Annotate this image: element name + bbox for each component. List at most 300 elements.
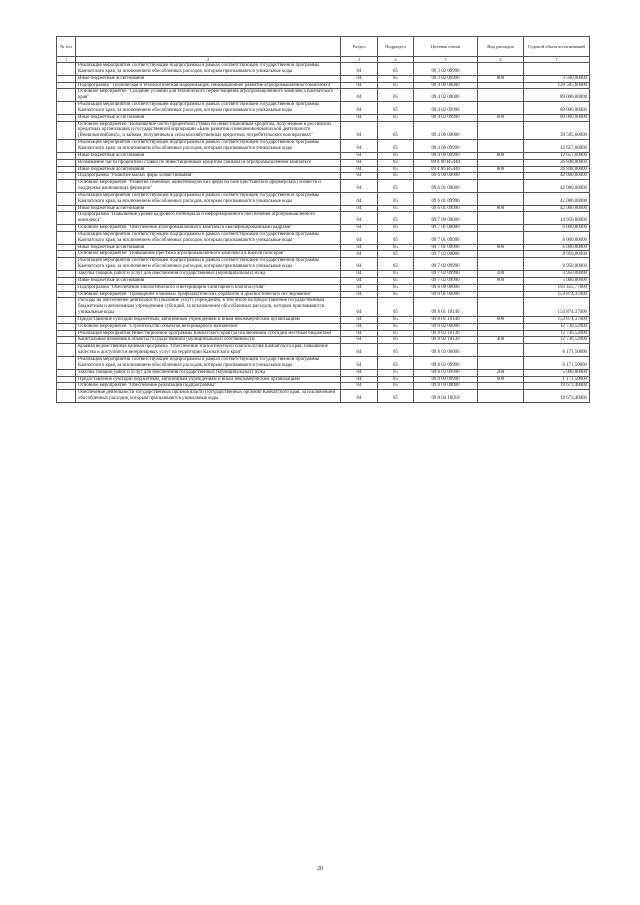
row-subsection: 05: [378, 180, 414, 193]
header-number: № п/п: [57, 37, 76, 57]
row-expense-type: 600: [478, 316, 524, 323]
table-row: [57, 205, 590, 212]
row-name: Основное мероприятие "Создание условий для технического переоснащения агропромышленного комплекса Камчатского края": [76, 89, 341, 102]
row-section: 04: [341, 205, 378, 212]
row-section: 04: [341, 291, 378, 298]
row-amount: 42 000,00000: [524, 205, 590, 212]
row-target-article: 09 7 02 09990: [414, 271, 478, 278]
row-amount: 193 455,77000: [524, 284, 590, 291]
row-number: [57, 152, 76, 159]
row-target-article: 09 6 01 09990: [414, 192, 478, 205]
row-section: 04: [341, 258, 378, 271]
row-target-article: 09 4 02 09990: [414, 102, 478, 115]
row-amount: 3 950,00000: [524, 271, 590, 278]
row-target-article: 09 4 06 R5440: [414, 166, 478, 173]
row-amount: 12 736,52000: [524, 330, 590, 337]
row-name: Обеспечение деятельности государственных органов власти (государственных органов) Камчатского края, за исключением обособленных расходов, которым присваиваются уникальные коды: [76, 390, 341, 403]
row-expense-type: [478, 251, 524, 258]
table-row: [57, 344, 590, 357]
row-section: 04: [341, 298, 378, 317]
row-section: 04: [341, 166, 378, 173]
row-number: [57, 114, 76, 121]
row-subsection: 05: [378, 121, 414, 140]
table-body: [57, 63, 590, 403]
table-row: [57, 140, 590, 153]
row-section: 04: [341, 316, 378, 323]
row-section: 04: [341, 284, 378, 291]
row-subsection: 05: [378, 231, 414, 244]
row-expense-type: 800: [478, 166, 524, 173]
row-section: 04: [341, 152, 378, 159]
row-subsection: 05: [378, 102, 414, 115]
row-section: 04: [341, 159, 378, 166]
row-number: [57, 63, 76, 76]
row-amount: 89 000,00000: [524, 102, 590, 115]
table-row: [57, 63, 590, 76]
table-row: [57, 231, 590, 244]
row-amount: 12 657,60000: [524, 140, 590, 153]
row-section: 04: [341, 277, 378, 284]
row-target-article: 09 4 06 09990: [414, 140, 478, 153]
table-row: [57, 390, 590, 403]
table-row: [57, 298, 590, 317]
header-subsection: Подраздел: [378, 37, 414, 57]
row-subsection: 05: [378, 337, 414, 344]
row-number: [57, 284, 76, 291]
row-amount: 42 000,00000: [524, 173, 590, 180]
row-expense-type: [478, 390, 524, 403]
row-number: [57, 244, 76, 251]
row-name: Реализация мероприятий Инвестиционной программы Камчатского края (за исключением субсидий местным бюджетам): [76, 330, 341, 337]
row-expense-type: [478, 231, 524, 244]
row-subsection: 05: [378, 291, 414, 298]
row-section: 04: [341, 344, 378, 357]
table-header-row: [57, 37, 590, 57]
row-expense-type: [478, 63, 524, 76]
column-number: 5: [414, 57, 478, 63]
row-target-article: 09 7 02 00000: [414, 251, 478, 258]
row-subsection: 05: [378, 152, 414, 159]
row-target-article: 09 8 01 10140: [414, 316, 478, 323]
row-amount: [524, 63, 590, 76]
row-subsection: 05: [378, 75, 414, 82]
row-expense-type: [478, 180, 524, 193]
row-number: [57, 180, 76, 193]
row-expense-type: [478, 344, 524, 357]
row-number: [57, 291, 76, 298]
row-section: 04: [341, 180, 378, 193]
row-subsection: 05: [378, 344, 414, 357]
row-section: 04: [341, 75, 378, 82]
table-row: [57, 102, 590, 115]
row-amount: 128 505,60000: [524, 82, 590, 89]
row-number: [57, 323, 76, 330]
row-target-article: 09 8 02 10130: [414, 330, 478, 337]
row-target-article: 09 8 02 00000: [414, 323, 478, 330]
row-subsection: 05: [378, 369, 414, 376]
row-number: [57, 271, 76, 278]
row-name: Закупка товаров, работ и услуг для обеспечения государственных (муниципальных) нужд: [76, 369, 341, 376]
table-row: [57, 152, 590, 159]
row-expense-type: [478, 173, 524, 180]
row-expense-type: [478, 121, 524, 140]
row-amount: 8 950,00000: [524, 258, 590, 271]
row-subsection: 05: [378, 316, 414, 323]
row-target-article: 09 4 02 09990: [414, 114, 478, 121]
row-expense-type: [478, 212, 524, 225]
row-subsection: 05: [378, 244, 414, 251]
row-target-article: 09 8 02 10130: [414, 337, 478, 344]
row-target-article: 09 8 03 00000: [414, 344, 478, 357]
row-name: Реализация мероприятий соответствующей подпрограммы в рамках соответствующей государственной программы Камчатского края, за исключением обособленных расходов, которым присваиваются уникальные коды: [76, 356, 341, 369]
row-amount: 42 000,00000: [524, 192, 590, 205]
row-number: [57, 369, 76, 376]
row-number: [57, 82, 76, 89]
row-subsection: 05: [378, 356, 414, 369]
row-target-article: 09 6 01 00000: [414, 180, 478, 193]
row-name: Основное мероприятие "Развитие семейных животноводческих ферм на базе крестьянских (фермерских) хозяйств и поддержка начинающих фермеров": [76, 180, 341, 193]
row-amount: 6 000,00000: [524, 244, 590, 251]
row-target-article: 09 8 04 10010: [414, 390, 478, 403]
row-amount: 6 171,50000: [524, 356, 590, 369]
row-name: Иные бюджетные ассигнования: [76, 114, 341, 121]
row-number: [57, 298, 76, 317]
row-subsection: 05: [378, 284, 414, 291]
table-row: [57, 376, 590, 383]
row-expense-type: [478, 291, 524, 298]
row-expense-type: [478, 383, 524, 390]
row-amount: 14 950,00000: [524, 212, 590, 225]
row-number: [57, 390, 76, 403]
row-number: [57, 337, 76, 344]
row-section: 04: [341, 192, 378, 205]
row-expense-type: 800: [478, 277, 524, 284]
row-expense-type: [478, 258, 524, 271]
page-number: 20: [317, 866, 323, 872]
row-amount: 6 171,50000: [524, 344, 590, 357]
row-name: Закупка товаров, работ и услуг для обеспечения государственных (муниципальных) нужд: [76, 271, 341, 278]
table-row: [57, 251, 590, 258]
row-amount: 39 505,60000: [524, 121, 590, 140]
table-row: [57, 291, 590, 298]
row-section: 04: [341, 225, 378, 232]
table-row: [57, 369, 590, 376]
row-number: [57, 344, 76, 357]
row-expense-type: [478, 330, 524, 337]
row-amount: 19 673,40000: [524, 383, 590, 390]
row-section: 04: [341, 383, 378, 390]
row-subsection: 05: [378, 192, 414, 205]
row-number: [57, 140, 76, 153]
row-expense-type: 800: [478, 244, 524, 251]
row-target-article: 09 4 06 09990: [414, 152, 478, 159]
row-number: [57, 251, 76, 258]
row-amount: 26 848,00000: [524, 166, 590, 173]
row-name: Реализация мероприятий соответствующей подпрограммы в рамках соответствующей государственной программы Камчатского края, за исключением обособленных расходов, которым присваиваются уникальные коды: [76, 192, 341, 205]
row-name: Подпрограмма "Повышение уровня кадрового потенциала и информационного обеспечения агропромышленного комплекса": [76, 212, 341, 225]
row-name: Подпрограмма "Техническая и технологическая модернизация, инновационное развитие агропромышленного комплекса": [76, 82, 341, 89]
row-subsection: 05: [378, 383, 414, 390]
row-number: [57, 89, 76, 102]
row-section: 04: [341, 102, 378, 115]
row-name: Предоставление субсидий бюджетным, автономным учреждениям и иным некоммерческим организациям: [76, 316, 341, 323]
row-expense-type: [478, 82, 524, 89]
row-name: Реализация мероприятий соответствующей подпрограммы в рамках соответствующей государственной программы Камчатского края, за исключением обособленных расходов, которым присваиваются уникальные коды: [76, 63, 341, 76]
row-number: [57, 277, 76, 284]
row-amount: 26 848,00000: [524, 159, 590, 166]
row-subsection: 05: [378, 323, 414, 330]
row-name: Капитальные вложения в объекты государственной (муниципальной) собственности: [76, 337, 341, 344]
row-subsection: 05: [378, 330, 414, 337]
row-expense-type: 800: [478, 205, 524, 212]
row-subsection: 05: [378, 376, 414, 383]
row-target-article: 09 3 02 09990: [414, 75, 478, 82]
table-row: [57, 114, 590, 121]
table-row: [57, 284, 590, 291]
row-section: 04: [341, 140, 378, 153]
row-expense-type: [478, 225, 524, 232]
row-section: 04: [341, 89, 378, 102]
row-expense-type: [478, 192, 524, 205]
row-name: Иные бюджетные ассигнования: [76, 277, 341, 284]
row-target-article: 09 3 02 09990: [414, 63, 478, 76]
row-section: 04: [341, 369, 378, 376]
row-section: 04: [341, 251, 378, 258]
row-subsection: 05: [378, 166, 414, 173]
row-number: [57, 383, 76, 390]
row-number: [57, 330, 76, 337]
row-section: 04: [341, 212, 378, 225]
table-row: [57, 316, 590, 323]
row-amount: 154 874,37000: [524, 316, 590, 323]
row-amount: 5 000,00000: [524, 369, 590, 376]
row-target-article: 09 8 03 09990: [414, 376, 478, 383]
header-section: Раздел: [341, 37, 378, 57]
row-name: Реализация мероприятий соответствующей подпрограммы в рамках соответствующей государственной программы Камчатского края, за исключением обособленных расходов, которым присваиваются уникальные коды: [76, 102, 341, 115]
row-section: 04: [341, 231, 378, 244]
row-expense-type: [478, 89, 524, 102]
row-expense-type: [478, 102, 524, 115]
row-expense-type: [478, 284, 524, 291]
table-row: [57, 89, 590, 102]
row-amount: 154 874,37000: [524, 291, 590, 298]
row-number: [57, 356, 76, 369]
row-section: 04: [341, 337, 378, 344]
row-number: [57, 205, 76, 212]
row-amount: 3 500,00000: [524, 75, 590, 82]
row-number: [57, 231, 76, 244]
header-target-article: Целевая статья: [414, 37, 478, 57]
table-row: [57, 121, 590, 140]
table-row: [57, 277, 590, 284]
column-number: 6: [478, 57, 524, 63]
row-target-article: 09 7 02 09990: [414, 277, 478, 284]
row-subsection: 05: [378, 251, 414, 258]
row-subsection: 05: [378, 390, 414, 403]
row-name: Возмещение части процентной ставки по инвестиционным кредитам (займам) в агропромышленном комплексе: [76, 159, 341, 166]
row-section: 04: [341, 376, 378, 383]
row-expense-type: [478, 323, 524, 330]
row-name: Иные бюджетные ассигнования: [76, 75, 341, 82]
row-subsection: 05: [378, 114, 414, 121]
row-name: Реализация мероприятий соответствующей подпрограммы в рамках соответствующей государственной программы Камчатского края, за исключением обособленных расходов, которым присваиваются уникальные коды: [76, 231, 341, 244]
row-number: [57, 102, 76, 115]
row-number: [57, 173, 76, 180]
row-subsection: 05: [378, 271, 414, 278]
row-amount: 154 874,37000: [524, 298, 590, 317]
row-section: 04: [341, 330, 378, 337]
row-number: [57, 258, 76, 271]
row-subsection: 05: [378, 212, 414, 225]
row-name: Предоставление субсидий бюджетным, автономным учреждениям и иным некоммерческим организациям: [76, 376, 341, 383]
row-number: [57, 225, 76, 232]
row-expense-type: 600: [478, 376, 524, 383]
column-number: 7: [524, 57, 590, 63]
row-number: [57, 192, 76, 205]
row-expense-type: 400: [478, 337, 524, 344]
row-section: 04: [341, 390, 378, 403]
row-expense-type: 200: [478, 271, 524, 278]
row-name: Расходы на обеспечение деятельности (оказание услуг) учреждений, в том числе на предоставление государственным бюджетным и автономным учреждениям субсидий, за исключением обособленных расходов, которым присваиваются уникальные коды: [76, 298, 341, 317]
row-name: Основное мероприятие "Возмещение части процентной ставки по инвестиционным кредитам, полученным в российских кредитных организациях и государственной корпорации «Банк развития и внешнеэкономической деятельности (Внешэкономбанк)», и займам, полученным в сельскохозяйственных кредитных потребительских кооперативах": [76, 121, 341, 140]
column-number: 2: [76, 57, 341, 63]
row-target-article: 09 8 03 09990: [414, 369, 478, 376]
row-target-article: 09 8 01 00000: [414, 291, 478, 298]
row-expense-type: 800: [478, 114, 524, 121]
row-subsection: 05: [378, 140, 414, 153]
row-section: 04: [341, 114, 378, 121]
row-name: Иные бюджетные ассигнования: [76, 205, 341, 212]
row-number: [57, 159, 76, 166]
row-target-article: 09 6 00 00000: [414, 173, 478, 180]
row-name: Реализация мероприятий соответствующей подпрограммы в рамках соответствующей государственной программы Камчатского края, за исключением обособленных расходов, которым присваиваются уникальные коды: [76, 140, 341, 153]
row-name: Основное мероприятие "Обеспечение реализации подпрограммы": [76, 383, 341, 390]
row-expense-type: [478, 356, 524, 369]
column-number: 1: [57, 57, 76, 63]
row-target-article: 09 6 01 09990: [414, 205, 478, 212]
column-number: 3: [341, 57, 378, 63]
row-subsection: 05: [378, 277, 414, 284]
row-target-article: 09 8 01 10140: [414, 298, 478, 317]
row-target-article: 09 7 01 09990: [414, 231, 478, 244]
row-expense-type: 200: [478, 369, 524, 376]
table-row: [57, 244, 590, 251]
header-expense-type: Вид расходов: [478, 37, 524, 57]
row-subsection: 05: [378, 63, 414, 76]
row-amount: 19 673,40000: [524, 390, 590, 403]
row-expense-type: [478, 298, 524, 317]
row-target-article: 09 4 06 00000: [414, 121, 478, 140]
row-target-article: 09 7 02 09990: [414, 258, 478, 271]
row-amount: 5 000,00000: [524, 277, 590, 284]
row-amount: 12 657,60000: [524, 152, 590, 159]
table-row: [57, 166, 590, 173]
row-expense-type: [478, 159, 524, 166]
table-row: [57, 159, 590, 166]
row-number: [57, 75, 76, 82]
header-name: [76, 37, 341, 57]
row-amount: 6 000,00000: [524, 231, 590, 244]
row-section: 04: [341, 173, 378, 180]
table-row: [57, 173, 590, 180]
row-section: 04: [341, 121, 378, 140]
row-section: 04: [341, 244, 378, 251]
row-expense-type: 800: [478, 152, 524, 159]
row-target-article: 09 7 00 00000: [414, 212, 478, 225]
row-amount: 6 000,00000: [524, 225, 590, 232]
row-name: Реализация мероприятий соответствующей подпрограммы в рамках соответствующей государственной программы Камчатского края, за исключением обособленных расходов, которым присваиваются уникальные коды: [76, 258, 341, 271]
row-name: Основное мероприятие "Повышение престижа агропромышленного комплекса в Камчатском крае": [76, 251, 341, 258]
row-name: Основное мероприятие "Проведение плановых профилактических обработок и диагностических исследований": [76, 291, 341, 298]
table-row: [57, 212, 590, 225]
row-subsection: 05: [378, 258, 414, 271]
row-number: [57, 316, 76, 323]
row-subsection: 05: [378, 225, 414, 232]
table-row: [57, 356, 590, 369]
table-row: [57, 258, 590, 271]
table-row: [57, 192, 590, 205]
row-number: [57, 376, 76, 383]
row-target-article: 09 8 00 00000: [414, 284, 478, 291]
row-section: 04: [341, 271, 378, 278]
row-amount: 42 000,00000: [524, 180, 590, 193]
header-annual-amount: Годовой объем ассигнований: [524, 37, 590, 57]
row-target-article: 09 8 04 00000: [414, 383, 478, 390]
row-expense-type: [478, 140, 524, 153]
row-name: Иные бюджетные ассигнования: [76, 166, 341, 173]
row-number: [57, 212, 76, 225]
row-target-article: 09 7 01 09990: [414, 244, 478, 251]
row-name: Иные бюджетные ассигнования: [76, 152, 341, 159]
row-target-article: 09 4 02 00000: [414, 89, 478, 102]
table-row: [57, 337, 590, 344]
row-subsection: 05: [378, 205, 414, 212]
table-row: [57, 271, 590, 278]
row-subsection: 05: [378, 173, 414, 180]
table-row: [57, 330, 590, 337]
table-row: [57, 323, 590, 330]
table-row: [57, 82, 590, 89]
row-subsection: 05: [378, 82, 414, 89]
row-amount: 89 000,00000: [524, 114, 590, 121]
row-name: Иные бюджетные ассигнования: [76, 244, 341, 251]
row-section: 04: [341, 323, 378, 330]
row-amount: 8 950,00000: [524, 251, 590, 258]
row-amount: 12 736,52000: [524, 323, 590, 330]
row-amount: 1 171,50000: [524, 376, 590, 383]
table-row: [57, 225, 590, 232]
column-number: 4: [378, 57, 414, 63]
budget-allocation-table: [56, 36, 590, 403]
row-target-article: 09 8 03 09990: [414, 356, 478, 369]
row-name: Подпрограмма "Развитие малых форм хозяйствования": [76, 173, 341, 180]
row-number: [57, 121, 76, 140]
row-subsection: 05: [378, 89, 414, 102]
row-target-article: 09 7 01 00000: [414, 225, 478, 232]
row-section: 04: [341, 82, 378, 89]
row-amount: 12 736,52000: [524, 337, 590, 344]
row-name: Основное мероприятие "Обеспечение агропромышленного комплекса квалифицированными кадрами": [76, 225, 341, 232]
row-name: Основное мероприятие "Строительство объектов ветеринарного назначения": [76, 323, 341, 330]
row-target-article: 09 4 00 00000: [414, 82, 478, 89]
row-expense-type: 800: [478, 75, 524, 82]
row-section: 04: [341, 356, 378, 369]
row-amount: 89 000,00000: [524, 89, 590, 102]
table-row: [57, 75, 590, 82]
row-number: [57, 166, 76, 173]
row-name: Подпрограмма "Обеспечение эпизоотического и ветеринарно-санитарного благополучия": [76, 284, 341, 291]
row-target-article: 09 4 06 R5440: [414, 159, 478, 166]
